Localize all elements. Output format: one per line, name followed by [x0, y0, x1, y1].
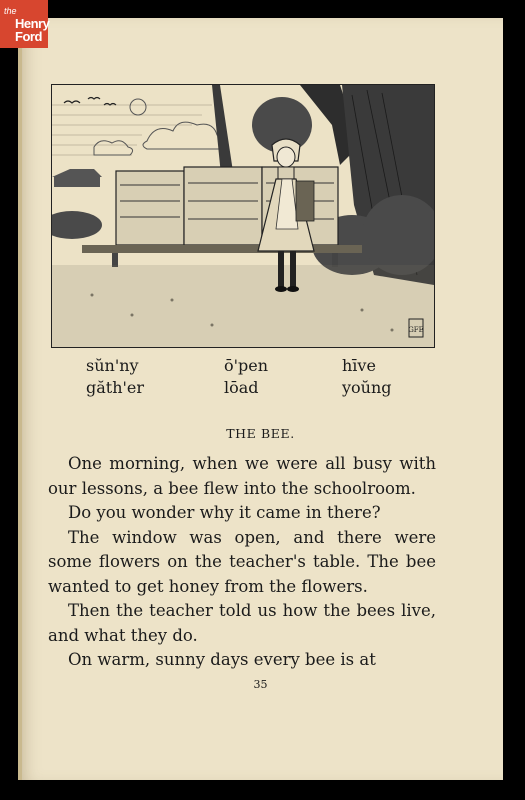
- birds: [64, 98, 116, 106]
- story-title: THE BEE.: [226, 426, 295, 441]
- story-paragraph: Do you wonder why it came in there?: [68, 503, 381, 522]
- vocab-word: lōad: [224, 378, 259, 397]
- vocab-word: găth'er: [86, 378, 145, 397]
- vocabulary-list: [86, 356, 406, 400]
- page-gutter: [18, 18, 22, 780]
- vocab-word: hīve: [342, 356, 376, 375]
- story-paragraph: Then the teacher told us how the bees live, and what they do.: [48, 601, 436, 645]
- story-paragraph: On warm, sunny days every bee is at: [68, 650, 376, 669]
- story-text: [48, 452, 436, 673]
- page-number: 35: [253, 678, 268, 691]
- vocabulary-row: [86, 378, 406, 400]
- beehives: [82, 167, 362, 267]
- logo-line-the: the: [4, 6, 17, 16]
- henry-ford-logo: [0, 0, 48, 48]
- story-paragraph: The window was open, and there were some flowers on the teacher's table. The bee wanted to get honey from the flowers.: [48, 527, 436, 596]
- clouds: [94, 99, 223, 155]
- vocabulary-row: [86, 356, 406, 378]
- illustration-girl-and-beehives: [51, 84, 435, 348]
- story-paragraph: One morning, when we were all busy with our lessons, a bee flew into the schoolroom.: [48, 454, 436, 498]
- logo-line-ford: Ford: [15, 29, 42, 44]
- ground-shading: [52, 265, 434, 347]
- vocab-word: sŭn'ny: [86, 356, 139, 375]
- book-page: [18, 18, 503, 780]
- distant-house: [52, 169, 102, 187]
- vocab-word: ō'pen: [224, 356, 269, 375]
- signature-text: GFE: [408, 326, 424, 334]
- logo-line-henry: Henry: [15, 16, 50, 31]
- vocab-word: yoŭng: [342, 378, 392, 397]
- illustration-drawing: [52, 85, 434, 347]
